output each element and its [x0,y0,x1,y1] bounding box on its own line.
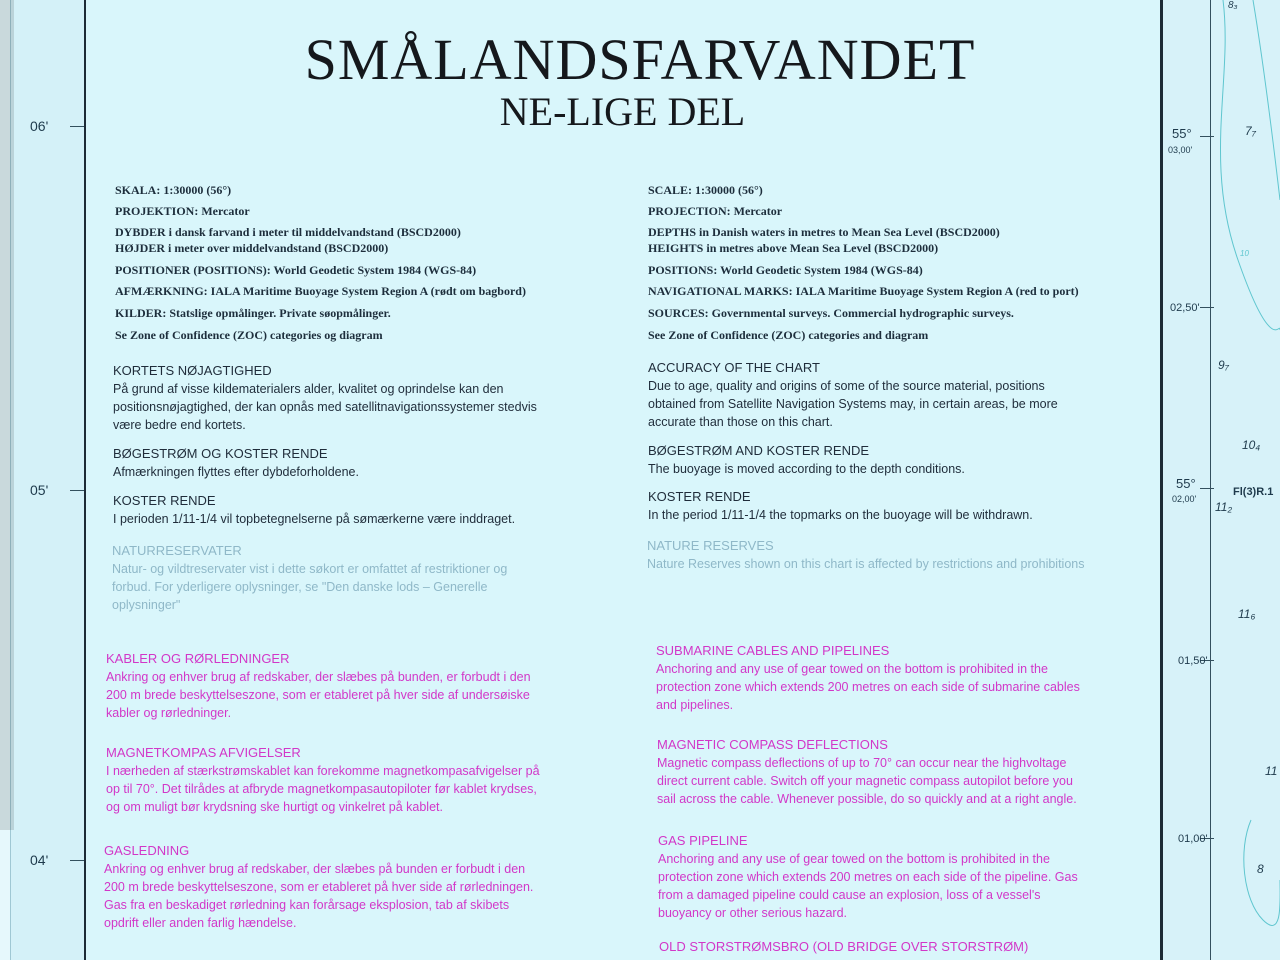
english-depths: DEPTHS in Danish waters in metres to Mean Sea Level (BSCD2000) [648,225,1000,239]
english-buoyage: NAVIGATIONAL MARKS: IALA Maritime Buoyage System Region A (red to port) [648,284,1079,298]
english-compass-section [657,736,1147,808]
chart-min-label: 01,00' [1178,833,1208,845]
danish-heights: HØJDER i meter over middelvandstand (BSCD2000) [115,241,389,255]
section-line: forbud. For yderligere oplysninger, se "Den danske lods – Generelle [112,580,488,594]
section-heading: GAS PIPELINE [658,833,748,848]
chart-tick [1200,307,1214,308]
danish-gas-section [104,842,604,932]
section-heading: NATURE RESERVES [647,538,774,553]
section-line: Ankring og enhver brug af redskaber, der slæbes på bunden, er forbudt i den [106,670,531,684]
section-heading: NATURRESERVATER [112,543,242,558]
danish-accuracy-section [113,362,613,434]
section-line: and pipelines. [656,698,734,712]
depth-contour-label: 10 [1240,249,1249,258]
depth-contour-line [1220,0,1280,330]
english-nature-section [647,537,1137,573]
depth-sounding: 11 [1265,764,1278,778]
section-line: Gas fra en beskadiget rørledning kan forårsage eksplosion, tab af skibets [104,898,510,912]
english-gas-section [658,832,1148,922]
chart-lat-deg: 55° [1176,476,1196,491]
section-line: og om muligt bør krydsning ske hurtigt og vinkelret på kablet. [106,800,443,814]
section-line: In the period 1/11-1/4 the topmarks on the buoyage will be withdrawn. [648,508,1033,522]
section-heading: BØGESTRØM AND KOSTER RENDE [648,443,870,458]
section-line: være bedre end kortets. [113,418,246,432]
section-heading: KORTETS NØJAGTIGHED [113,363,272,378]
latitude-label-05: 05' [30,482,49,498]
chart-tick [1200,488,1214,489]
danish-depths: DYBDER i dansk farvand i meter til middelvandstand (BSCD2000) [115,225,461,239]
section-line: from a damaged pipeline could cause an explosion, loss of a vessel's [658,888,1041,902]
section-line: protection zone which extends 200 metres on each side of submarine cables [656,680,1080,694]
section-line: På grund af visse kildematerialers alder, kvalitet og oprindelse kan den [113,382,504,396]
chart-title: SMÅLANDSFARVANDET [304,27,976,92]
danish-bogestrom-section [113,445,613,481]
section-line: I perioden 1/11-1/4 vil topbetegnelserne på sømærkerne være inddraget. [113,512,516,526]
english-sources: SOURCES: Governmental surveys. Commercial hydrographic surveys. [648,306,1014,320]
danish-buoyage: AFMÆRKNING: IALA Maritime Buoyage System Region A (rødt om bagbord) [115,284,526,298]
section-heading: ACCURACY OF THE CHART [648,360,820,375]
section-line: accurate than those on this chart. [648,415,833,429]
section-line: Magnetic compass deflections of up to 70° can occur near the highvoltage [657,756,1067,770]
english-positions: POSITIONS: World Geodetic System 1984 (WGS-84) [648,263,923,277]
section-heading: MAGNETIC COMPASS DEFLECTIONS [657,737,888,752]
section-line: Natur- og vildtreservater vist i dette søkort er omfattet af restriktioner og [112,562,508,576]
english-accuracy-section [648,359,1138,431]
danish-sources: KILDER: Statslige opmålinger. Private søopmålinger. [115,306,391,320]
section-line: Anchoring and any use of gear towed on the bottom is prohibited in the [658,852,1050,866]
section-line: Due to age, quality and origins of some of the source material, positions [648,379,1045,393]
danish-compass-section [106,744,606,816]
latitude-tick [70,860,84,861]
english-projection: PROJECTION: Mercator [648,204,783,218]
depth-sounding: 11₂ [1215,500,1233,514]
english-zoc: See Zone of Confidence (ZOC) categories and diagram [648,328,929,342]
danish-nature-section [112,542,612,614]
section-line: kabler og rørledninger. [106,706,232,720]
english-cables-section [656,642,1146,714]
section-line: direct current cable. Switch off your magnetic compass autopilot before you [657,774,1073,788]
english-info-block [648,183,1079,348]
latitude-label-04: 04' [30,852,49,868]
english-bogestrom-section [648,442,1138,478]
section-heading: KOSTER RENDE [113,493,216,508]
danish-zoc: Se Zone of Confidence (ZOC) categories og diagram [115,328,383,342]
danish-cables-section [106,650,606,722]
danish-koster-section [113,492,613,528]
section-line: oplysninger" [112,598,181,612]
latitude-label-06: 06' [30,118,49,134]
section-line: 200 m brede beskyttelseszone, som er etableret på hver side af rørledningen. [104,880,534,894]
chart-lat-min: 03,00' [1168,145,1193,155]
depth-contour-line [1253,0,1280,200]
depth-sounding: 8 [1257,862,1264,876]
section-line: obtained from Satellite Navigation Systems may, in certain areas, be more [648,397,1058,411]
depth-sounding: 10₄ [1242,438,1261,452]
section-line: opdrift eller anden farlig hændelse. [104,916,297,930]
chart-min-label: 02,50' [1170,302,1200,314]
section-line: op til 70°. Det tilrådes at afbryde magnetkompasautopiloter før kablet krydses, [106,782,537,796]
section-line: Afmærkningen flyttes efter dybdeforholdene. [113,465,359,479]
section-line: Anchoring and any use of gear towed on the bottom is prohibited in the [656,662,1048,676]
section-line: sail across the cable. Whenever possible, do so quickly and at a right angle. [657,792,1077,806]
section-line: Nature Reserves shown on this chart is affected by restrictions and prohibitions [647,557,1085,571]
section-line: buoyancy or other serious hazard. [658,906,847,920]
depth-sounding: 9₇ [1218,358,1229,372]
chart-subtitle: NE-LIGE DEL [499,89,746,134]
chart-lat-min: 02,00' [1172,494,1197,504]
chart-lat-deg: 55° [1172,126,1192,141]
danish-info-block [115,183,526,348]
depth-sounding: 11₆ [1238,607,1256,621]
section-heading: KOSTER RENDE [648,489,751,504]
chart-min-label: 01,50' [1178,655,1208,667]
section-line: The buoyage is moved according to the depth conditions. [648,462,965,476]
section-line: protection zone which extends 200 metres on each side of the pipeline. Gas [658,870,1078,884]
english-heights: HEIGHTS in metres above Mean Sea Level (BSCD2000) [648,241,939,255]
danish-scale: SKALA: 1:30000 (56°) [115,183,232,197]
danish-positions: POSITIONER (POSITIONS): World Geodetic System 1984 (WGS-84) [115,263,477,277]
light-characteristic-label: Fl(3)R.1 [1233,486,1274,498]
section-heading: OLD STORSTRØMSBRO (OLD BRIDGE OVER STORSTRØM) [659,939,1029,954]
chart-tick [1200,136,1214,137]
english-bridge-section [659,938,1149,956]
section-line: I nærheden af stærkstrømskablet kan forekomme magnetkompasafvigelser på [106,764,540,778]
section-line: positionsnøjagtighed, der kan opnås med satellitnavigationssystemer stedvis [113,400,537,414]
latitude-tick [70,490,84,491]
depth-sounding: 7₇ [1245,124,1256,138]
section-line: Ankring og enhver brug af redskaber, der slæbes på bunden er forbudt i den [104,862,526,876]
section-heading: KABLER OG RØRLEDNINGER [106,651,290,666]
chart-longitude-line [1210,0,1211,960]
depth-sounding: 8₃ [1228,0,1238,11]
section-line: 200 m brede beskyttelseszone, som er etableret på hver side af undersøiske [106,688,530,702]
section-heading: GASLEDNING [104,843,190,858]
section-heading: MAGNETKOMPAS AFVIGELSER [106,745,301,760]
danish-projection: PROJEKTION: Mercator [115,204,250,218]
section-heading: SUBMARINE CABLES AND PIPELINES [656,643,890,658]
section-heading: BØGESTRØM OG KOSTER RENDE [113,446,328,461]
english-scale: SCALE: 1:30000 (56°) [648,183,763,197]
english-koster-section [648,488,1138,524]
